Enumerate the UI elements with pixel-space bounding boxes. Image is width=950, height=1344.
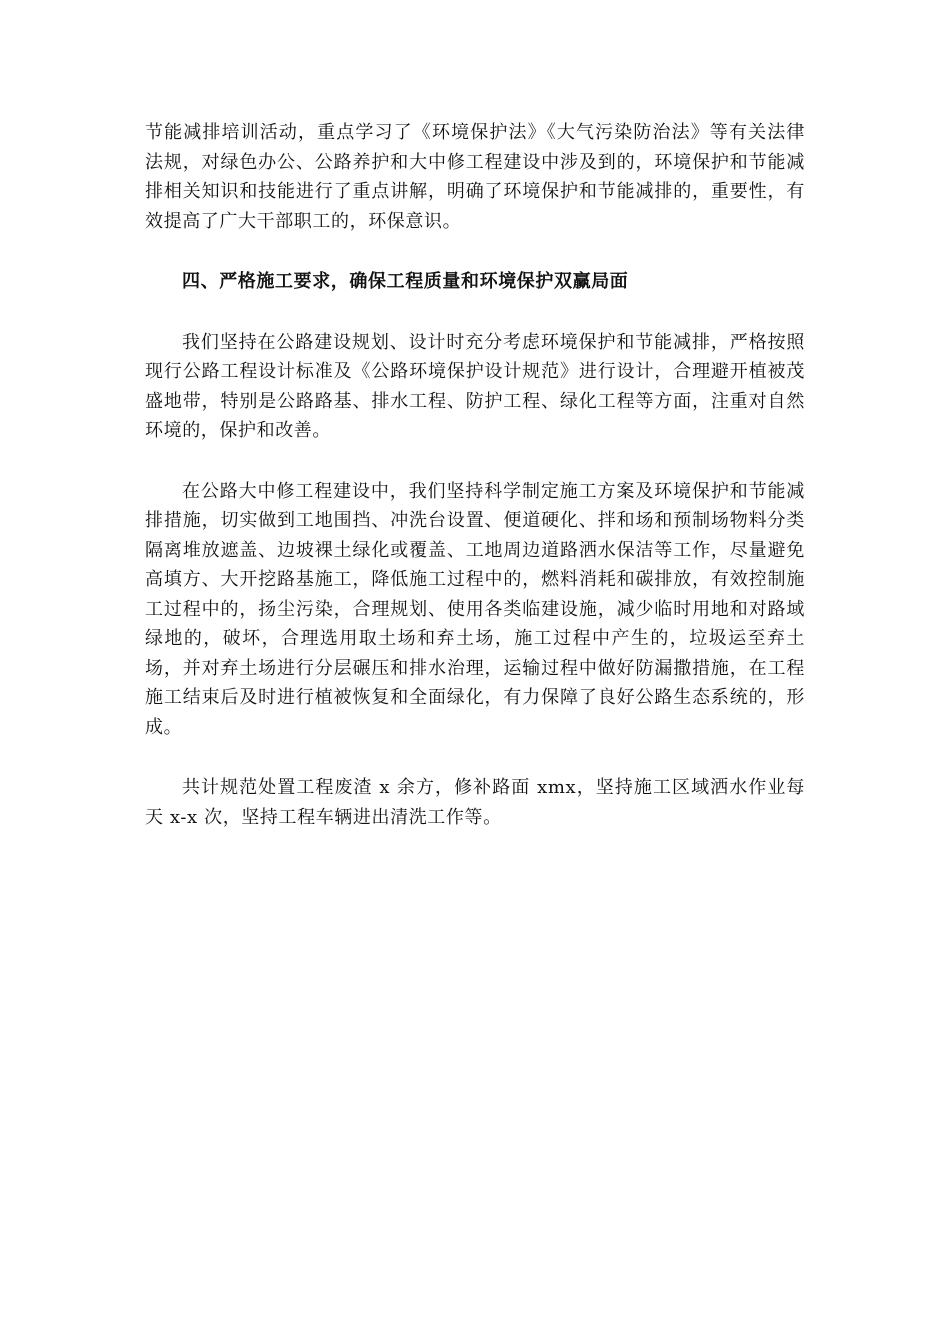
- paragraph-design: 我们坚持在公路建设规划、设计时充分考虑环境保护和节能减排，严格按照现行公路工程设计标准及《公路环境保护设计规范》进行设计，合理避开植被茂盛地带，特别是公路路基、排水工程、防护工程、绿化工程等方面，注重对自然环境的，保护和改善。: [145, 331, 805, 441]
- paragraph-statistics: 共计规范处置工程废渣 x 余方，修补路面 xmx，坚持施工区域洒水作业每天 x-x 次，坚持工程车辆进出清洗工作等。: [145, 777, 805, 828]
- document-page: [145, 118, 805, 832]
- paragraph-construction: 在公路大中修工程建设中，我们坚持科学制定施工方案及环境保护和节能减排措施，切实做到工地围挡、冲洗台设置、便道硬化、拌和场和预制场物料分类隔离堆放遮盖、边坡裸土绿化或覆盖、工地周边道路洒水保洁等工作，尽量避免高填方、大开挖路基施工，降低施工过程中的，燃料消耗和碳排放，有效控制施工过程中的，扬尘污染，合理规划、使用各类临建设施，减少临时用地和对路域绿地的，破坏，合理选用取土场和弃土场，施工过程中产生的，垃圾运至弃土场，并对弃土场进行分层碾压和排水治理，运输过程中做好防漏撒措施，在工程施工结束后及时进行植被恢复和全面绿化，有力保障了良好公路生态系统的，形成。: [145, 480, 805, 738]
- paragraph-spacer: [145, 236, 805, 267]
- paragraph-spacer: [145, 297, 805, 328]
- paragraph-spacer: [145, 446, 805, 477]
- paragraph-spacer: [145, 742, 805, 773]
- paragraph-training: 节能减排培训活动，重点学习了《环境保护法》《大气污染防治法》等有关法律法规，对绿色办公、公路养护和大中修工程建设中涉及到的，环境保护和节能减排相关知识和技能进行了重点讲解，明确了环境保护和节能减排的，重要性，有效提高了广大干部职工的，环保意识。: [145, 122, 805, 232]
- section-heading-4: 四、严格施工要求，确保工程质量和环境保护双赢局面: [182, 271, 629, 292]
